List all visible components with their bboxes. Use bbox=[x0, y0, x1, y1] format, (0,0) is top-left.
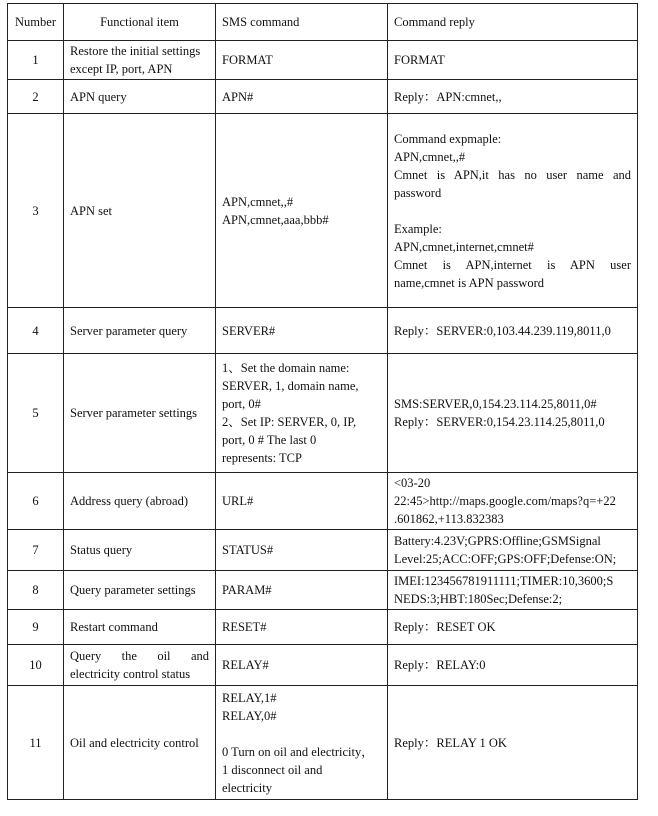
text-line: password bbox=[394, 185, 442, 200]
text-line: IMEI:123456781911111;TIMER:10,3600;S bbox=[394, 574, 614, 588]
text-line: 0 Turn on oil and electricity， bbox=[222, 744, 374, 759]
cell-command-reply bbox=[388, 80, 638, 114]
text-line: represents: TCP bbox=[222, 451, 302, 465]
text-line: Command expmaple: bbox=[394, 131, 502, 146]
table-row bbox=[8, 473, 638, 530]
text-line: Example: bbox=[394, 221, 442, 236]
text-line: APN,cmnet,,# bbox=[222, 194, 294, 209]
header-functional-item: Functional item bbox=[64, 4, 216, 41]
text-line: PARAM# bbox=[222, 583, 272, 597]
cell-functional-item bbox=[64, 530, 216, 571]
cell-functional-item bbox=[64, 41, 216, 80]
cell-command-reply bbox=[388, 354, 638, 473]
cell-number: 1 bbox=[8, 41, 64, 80]
cell-command-reply bbox=[388, 571, 638, 610]
header-number: Number bbox=[8, 4, 64, 41]
text-line: port, 0# bbox=[222, 397, 261, 411]
table-row bbox=[8, 41, 638, 80]
cell-command-reply bbox=[388, 645, 638, 686]
text-line: STATUS# bbox=[222, 543, 274, 557]
text-line: RELAY,0# bbox=[222, 708, 277, 723]
text-line: Address query (abroad) bbox=[70, 494, 189, 508]
text-line: Query the oil and bbox=[70, 649, 209, 663]
text-line: APN,cmnet,aaa,bbb# bbox=[222, 212, 329, 227]
text-line: FORMAT bbox=[394, 53, 445, 67]
table-header bbox=[8, 4, 638, 41]
cell-functional-item bbox=[64, 80, 216, 114]
cell-sms-command bbox=[216, 473, 388, 530]
cell-functional-item bbox=[64, 686, 216, 800]
text-line: APN set bbox=[70, 203, 113, 218]
sms-command-table bbox=[7, 3, 638, 800]
cell-sms-command bbox=[216, 80, 388, 114]
text-line: APN,cmnet,,# bbox=[394, 149, 466, 164]
text-line: Server parameter query bbox=[70, 323, 188, 338]
text-line: Reply：RESET OK bbox=[394, 620, 496, 634]
cell-number: 5 bbox=[8, 354, 64, 473]
text-line: SERVER# bbox=[222, 323, 276, 338]
text-line: 1、Set the domain name: bbox=[222, 361, 350, 375]
text-line: 1 disconnect oil and bbox=[222, 762, 323, 777]
text-line: APN,cmnet,internet,cmnet# bbox=[394, 239, 534, 254]
table-row bbox=[8, 610, 638, 645]
text-line: Battery:4.23V;GPRS:Offline;GSMSignal bbox=[394, 534, 601, 548]
cell-command-reply bbox=[388, 610, 638, 645]
cell-sms-command bbox=[216, 686, 388, 800]
header-command-reply: Command reply bbox=[388, 4, 638, 41]
cell-number: 3 bbox=[8, 114, 64, 308]
text-line: APN# bbox=[222, 89, 254, 104]
cell-command-reply bbox=[388, 41, 638, 80]
text-line: Reply：APN:cmnet,, bbox=[394, 89, 502, 104]
cell-number: 7 bbox=[8, 530, 64, 571]
cell-number: 6 bbox=[8, 473, 64, 530]
text-line: <03-20 bbox=[394, 476, 431, 490]
text-line: APN query bbox=[70, 89, 127, 104]
cell-functional-item bbox=[64, 610, 216, 645]
header-sms-command: SMS command bbox=[216, 4, 388, 41]
cell-functional-item bbox=[64, 645, 216, 686]
text-line: RELAY,1# bbox=[222, 690, 277, 705]
text-line: Restart command bbox=[70, 620, 158, 634]
cell-number: 9 bbox=[8, 610, 64, 645]
table-row bbox=[8, 354, 638, 473]
text-line: NEDS:3;HBT:180Sec;Defense:2; bbox=[394, 592, 563, 606]
text-line: Oil and electricity control bbox=[70, 735, 199, 750]
cell-command-reply bbox=[388, 530, 638, 571]
table-row bbox=[8, 308, 638, 354]
text-line: RESET# bbox=[222, 620, 267, 634]
text-line: Reply：SERVER:0,154.23.114.25,8011,0 bbox=[394, 415, 605, 429]
table-row bbox=[8, 530, 638, 571]
text-line: port, 0 # The last 0 bbox=[222, 433, 317, 447]
text-line: Reply：RELAY:0 bbox=[394, 658, 486, 672]
cell-sms-command bbox=[216, 308, 388, 354]
cell-sms-command bbox=[216, 114, 388, 308]
text-line: URL# bbox=[222, 494, 254, 508]
cell-functional-item bbox=[64, 114, 216, 308]
cell-sms-command bbox=[216, 354, 388, 473]
text-line: name,cmnet is APN password bbox=[394, 275, 544, 290]
cell-number: 2 bbox=[8, 80, 64, 114]
text-line: 22:45>http://maps.google.com/maps?q=+22 bbox=[394, 494, 616, 508]
cell-sms-command bbox=[216, 41, 388, 80]
cell-command-reply bbox=[388, 114, 638, 308]
text-line: Server parameter settings bbox=[70, 406, 198, 420]
cell-functional-item bbox=[64, 308, 216, 354]
cell-command-reply bbox=[388, 308, 638, 354]
table-row bbox=[8, 80, 638, 114]
cell-sms-command bbox=[216, 571, 388, 610]
text-line: 2、Set IP: SERVER, 0, IP, bbox=[222, 415, 357, 429]
cell-sms-command bbox=[216, 610, 388, 645]
text-line: Restore the initial settings bbox=[70, 44, 201, 58]
cell-sms-command bbox=[216, 645, 388, 686]
cell-number: 10 bbox=[8, 645, 64, 686]
table-row bbox=[8, 645, 638, 686]
cell-command-reply bbox=[388, 686, 638, 800]
text-line: Query parameter settings bbox=[70, 583, 196, 597]
cell-functional-item bbox=[64, 354, 216, 473]
header-row bbox=[8, 4, 638, 41]
cell-command-reply bbox=[388, 473, 638, 530]
text-line: SERVER, 1, domain name, bbox=[222, 379, 359, 393]
table-row bbox=[8, 571, 638, 610]
text-line: Cmnet is APN,internet is APN user bbox=[394, 257, 631, 272]
cell-number: 8 bbox=[8, 571, 64, 610]
cell-number: 11 bbox=[8, 686, 64, 800]
text-line: RELAY# bbox=[222, 658, 269, 672]
text-line: electricity bbox=[222, 780, 272, 795]
text-line: Reply：RELAY 1 OK bbox=[394, 735, 507, 750]
text-line: FORMAT bbox=[222, 53, 273, 67]
text-line: Cmnet is APN,it has no user name and bbox=[394, 167, 631, 182]
cell-number: 4 bbox=[8, 308, 64, 354]
text-line: Reply：SERVER:0,103.44.239.119,8011,0 bbox=[394, 323, 611, 338]
blank-line bbox=[222, 725, 381, 743]
text-line: Level:25;ACC:OFF;GPS:OFF;Defense:ON; bbox=[394, 552, 617, 566]
text-line: SMS:SERVER,0,154.23.114.25,8011,0# bbox=[394, 397, 597, 411]
text-line: Status query bbox=[70, 543, 133, 557]
table-body bbox=[8, 41, 638, 800]
text-line: electricity control status bbox=[70, 667, 191, 681]
blank-line bbox=[394, 202, 631, 220]
text-line: except IP, port, APN bbox=[70, 62, 173, 76]
text-line: .601862,+113.832383 bbox=[394, 512, 504, 526]
cell-sms-command bbox=[216, 530, 388, 571]
cell-functional-item bbox=[64, 571, 216, 610]
cell-functional-item bbox=[64, 473, 216, 530]
table-row bbox=[8, 114, 638, 308]
table-row bbox=[8, 686, 638, 800]
